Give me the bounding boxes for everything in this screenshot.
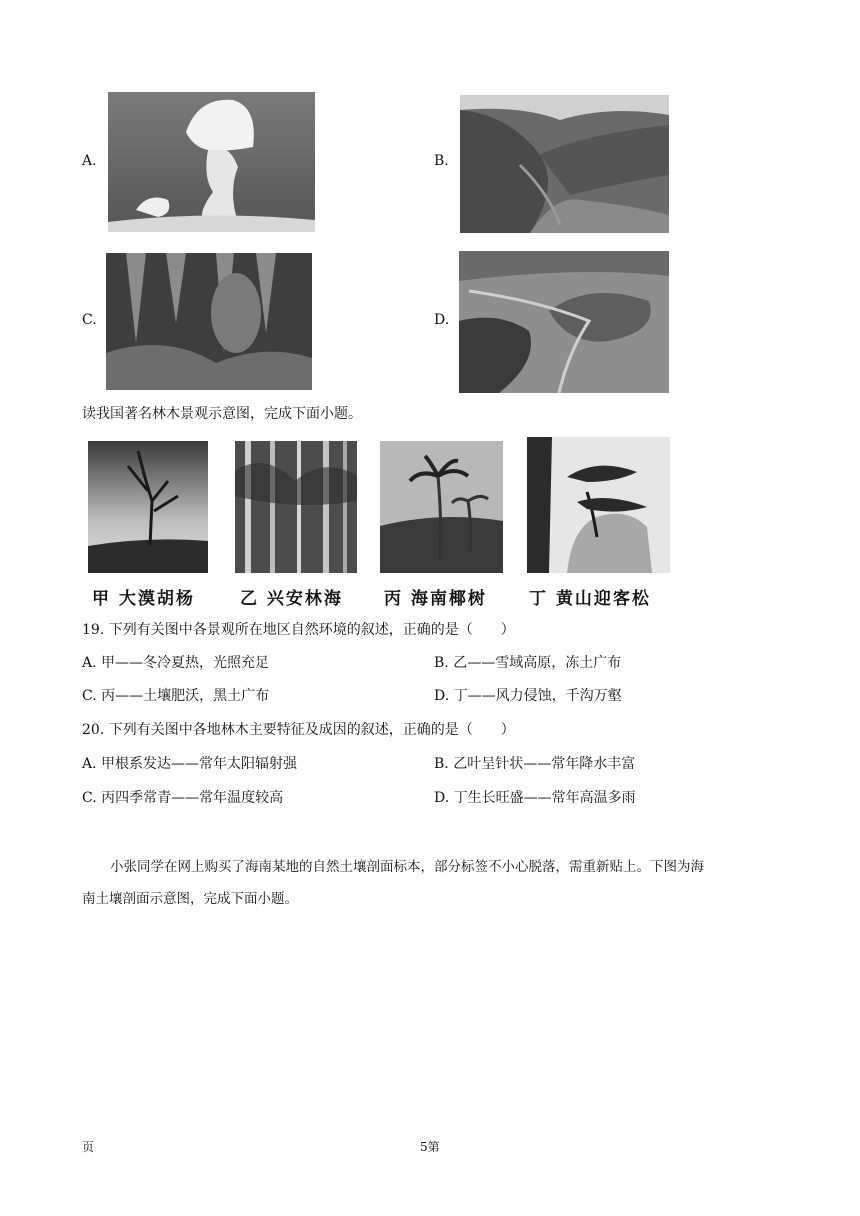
option-c-label: C. bbox=[82, 312, 97, 328]
q20-option-a: A. 甲根系发达——常年太阳辐射强 bbox=[82, 756, 298, 772]
q19-option-a: A. 甲——冬冷夏热，光照充足 bbox=[82, 655, 270, 671]
q19-option-d: D. 丁——风力侵蚀，千沟万壑 bbox=[434, 688, 622, 704]
option-b-label: B. bbox=[434, 153, 449, 169]
forest-image-yi bbox=[235, 441, 357, 573]
forest-image-ding bbox=[527, 437, 670, 573]
forest-caption-yi: 乙 兴安林海 bbox=[240, 589, 343, 609]
option-a-image bbox=[108, 92, 315, 232]
option-a-label: A. bbox=[82, 153, 97, 169]
intro-soil-line-1: 小张同学在网上购买了海南某地的自然土壤剖面标本，部分标签不小心脱落，需重新贴上。下图为海 bbox=[110, 859, 704, 875]
q19-option-c: C. 丙——土壤肥沃，黑土广布 bbox=[82, 688, 270, 704]
forest-caption-bing: 丙 海南椰树 bbox=[384, 589, 487, 609]
intro-forest: 读我国著名林木景观示意图，完成下面小题。 bbox=[82, 406, 362, 422]
option-d-image bbox=[459, 251, 669, 393]
intro-soil-line-2: 南土壤剖面示意图，完成下面小题。 bbox=[82, 891, 298, 907]
forest-image-jia bbox=[88, 441, 208, 573]
q20-option-c: C. 丙四季常青——常年温度较高 bbox=[82, 790, 284, 806]
q20-option-d: D. 丁生长旺盛——常年高温多雨 bbox=[434, 790, 636, 806]
option-d-label: D. bbox=[434, 312, 450, 328]
q20-option-b: B. 乙叶呈针状——常年降水丰富 bbox=[434, 756, 636, 772]
forest-caption-ding: 丁 黄山迎客松 bbox=[529, 589, 651, 609]
footer-page-number: 5第 bbox=[420, 1140, 440, 1154]
q19-stem: 19. 下列有关图中各景观所在地区自然环境的叙述，正确的是（ ） bbox=[82, 622, 515, 638]
forest-caption-jia: 甲 大漠胡杨 bbox=[92, 589, 195, 609]
footer-left: 页 bbox=[82, 1140, 95, 1154]
option-b-image bbox=[460, 95, 669, 233]
forest-image-bing bbox=[380, 441, 503, 573]
q20-stem: 20. 下列有关图中各地林木主要特征及成因的叙述，正确的是（ ） bbox=[82, 722, 515, 738]
option-c-image bbox=[106, 253, 312, 390]
q19-option-b: B. 乙——雪域高原，冻土广布 bbox=[434, 655, 622, 671]
